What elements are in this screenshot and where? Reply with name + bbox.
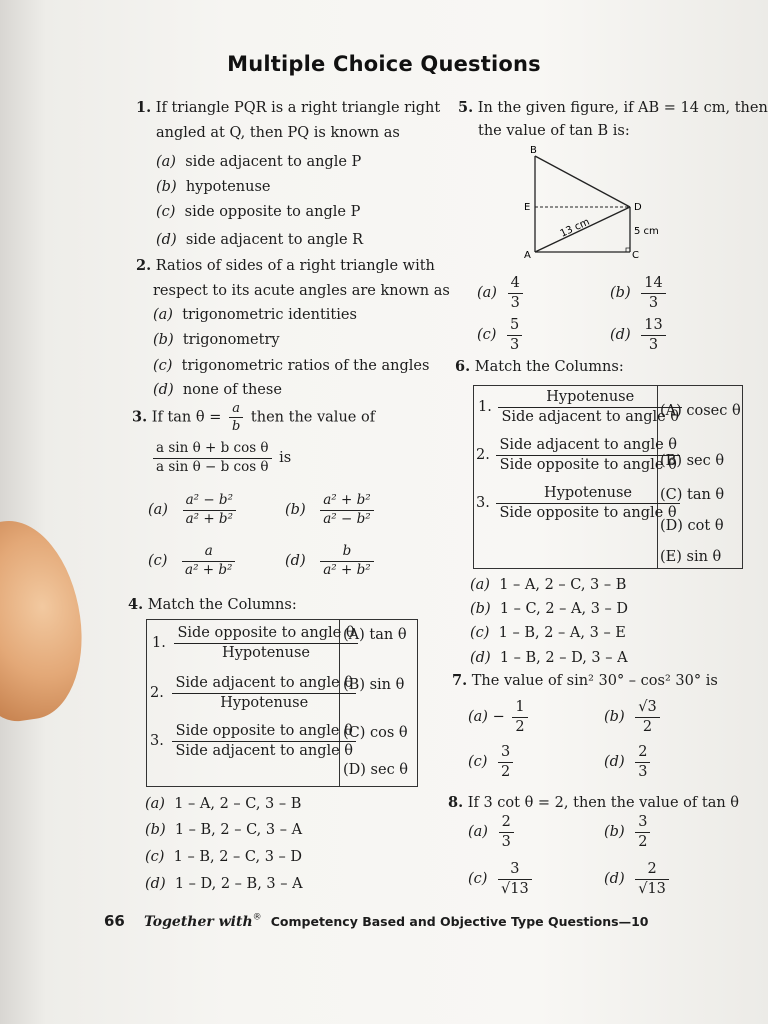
q3-expression: $\frac{\text{a sin θ + b cos θ}}{\text{a sin θ − b cos θ}}$ is <box>150 442 291 474</box>
q3-stem: 3. If tan θ = $\frac{a}{b}$ then the value of <box>132 401 376 434</box>
q7-option-b: (b) $\frac{√3}{2}$ <box>604 700 663 734</box>
q4-row1-right: (A) tan θ <box>343 627 407 643</box>
fig-label-hyp: 13 cm <box>558 216 592 240</box>
q7-option-c: (c) $\frac{3}{2}$ <box>468 745 516 779</box>
q1-option-c: (c) side opposite to angle P <box>156 204 361 220</box>
page-number: 66 <box>104 912 125 930</box>
q2-stem-line2: respect to its acute angles are known as <box>153 283 450 299</box>
q7-option-d: (d) $\frac{2}{3}$ <box>604 745 653 779</box>
fig-label-b: B <box>530 145 537 156</box>
q5-option-b: (b) $\frac{14}{3}$ <box>610 276 669 310</box>
brand-logo: Together with <box>143 914 253 930</box>
q2-option-d: (d) none of these <box>153 382 282 398</box>
q1-option-d: (d) side adjacent to angle R <box>156 232 364 248</box>
q4-row4-right: (D) sec θ <box>343 762 409 778</box>
q1-option-a: (a) side adjacent to angle P <box>156 154 362 170</box>
q4-row2-right: (B) sin θ <box>343 677 405 693</box>
q8-option-c: (c) $\frac{3}{√13}$ <box>468 862 535 896</box>
q5-triangle-figure <box>516 142 676 267</box>
q2-option-c: (c) trigonometric ratios of the angles <box>153 358 430 374</box>
q6-right-a: (A) cosec θ <box>660 403 741 419</box>
q6-right-d: (D) cot θ <box>660 518 724 534</box>
q4-option-d: (d) 1 – D, 2 – B, 3 – A <box>145 876 303 892</box>
q6-stem: 6. Match the Columns: <box>455 358 624 375</box>
q6-row3-left: 3. $\frac{\text{Hypotenuse}}{\text{Side opposite to angle θ}}$ <box>476 486 683 520</box>
q3-option-a: (a) $\frac{\text{a² − b²}}{\text{a² + b²}}$ <box>148 494 239 526</box>
q6-row1-left: 1. $\frac{\text{Hypotenuse}}{\text{Side adjacent to angle θ}}$ <box>478 390 685 424</box>
q6-option-b: (b) 1 – C, 2 – A, 3 – D <box>470 601 629 617</box>
q1-stem-line1: 1. If triangle PQR is a right triangle right <box>136 99 441 116</box>
q4-row3-left: 3. $\frac{\text{Side opposite to angle θ}}{\text{Side adjacent to angle θ}}$ <box>150 724 359 758</box>
registered-mark: ® <box>252 912 262 923</box>
q5-option-d: (d) $\frac{13}{3}$ <box>610 318 669 352</box>
q6-option-c: (c) 1 – B, 2 – A, 3 – E <box>470 625 626 641</box>
q4-row2-left: 2. $\frac{\text{Side adjacent to angle θ}}{\text{Hypotenuse}}$ <box>150 676 359 710</box>
q4-row3-right: (C) cos θ <box>343 725 408 741</box>
thumb-photo-artifact <box>0 513 93 728</box>
q5-stem-line1: 5. In the given figure, if AB = 14 cm, then <box>458 99 768 116</box>
q2-option-b: (b) trigonometry <box>153 332 280 348</box>
q2-stem-line1: 2. Ratios of sides of a right triangle with <box>136 257 435 274</box>
q8-option-d: (d) $\frac{2}{√13}$ <box>604 862 672 896</box>
q4-option-a: (a) 1 – A, 2 – C, 3 – B <box>145 796 302 812</box>
q6-match-table <box>473 385 743 569</box>
q4-match-table <box>146 619 418 787</box>
q6-row2-left: 2. $\frac{\text{Side adjacent to angle θ}}{\text{Side opposite to angle θ}}$ <box>476 438 683 472</box>
q4-option-b: (b) 1 – B, 2 – C, 3 – A <box>145 822 303 838</box>
q3-option-b: (b) $\frac{\text{a² + b²}}{\text{a² − b²}}$ <box>285 494 377 526</box>
fig-label-d: D <box>634 202 642 213</box>
q6-right-b: (B) sec θ <box>660 453 725 469</box>
fig-label-a: A <box>524 250 531 261</box>
q7-option-a: (a) − $\frac{1}{2}$ <box>468 700 531 734</box>
q5-option-c: (c) $\frac{5}{3}$ <box>477 318 525 352</box>
q8-option-a: (a) $\frac{2}{3}$ <box>468 815 517 849</box>
q6-option-d: (d) 1 – B, 2 – D, 3 – A <box>470 650 628 666</box>
q7-stem: 7. The value of sin² 30° – cos² 30° is <box>452 672 718 689</box>
q1-stem-line2: angled at Q, then PQ is known as <box>156 125 400 141</box>
q5-stem-line2: the value of tan B is: <box>478 123 630 139</box>
page-title: Multiple Choice Questions <box>227 52 541 76</box>
q3-option-c: (c) $\frac{a}{\text{a² + b²}}$ <box>148 545 238 577</box>
q6-option-a: (a) 1 – A, 2 – C, 3 – B <box>470 577 627 593</box>
q3-option-d: (d) $\frac{b}{\text{a² + b²}}$ <box>285 545 377 577</box>
q4-row1-left: 1. $\frac{\text{Side opposite to angle θ}}{\text{Hypotenuse}}$ <box>152 626 361 660</box>
q8-option-b: (b) $\frac{3}{2}$ <box>604 815 653 849</box>
q2-option-a: (a) trigonometric identities <box>153 307 357 323</box>
q4-option-c: (c) 1 – B, 2 – C, 3 – D <box>145 849 303 865</box>
q1-option-b: (b) hypotenuse <box>156 179 271 195</box>
q4-stem: 4. Match the Columns: <box>128 596 297 613</box>
q5-option-a: (a) $\frac{4}{3}$ <box>477 276 526 310</box>
footer-text: Competency Based and Objective Type Questions—10 <box>270 914 649 929</box>
fig-label-c: C <box>632 250 639 261</box>
fig-label-side: 5 cm <box>634 226 659 237</box>
fig-label-e: E <box>524 202 531 213</box>
q8-stem: 8. If 3 cot θ = 2, then the value of tan θ <box>448 794 740 811</box>
page-footer <box>104 911 649 930</box>
q6-right-e: (E) sin θ <box>660 549 722 565</box>
q6-right-c: (C) tan θ <box>660 487 725 503</box>
